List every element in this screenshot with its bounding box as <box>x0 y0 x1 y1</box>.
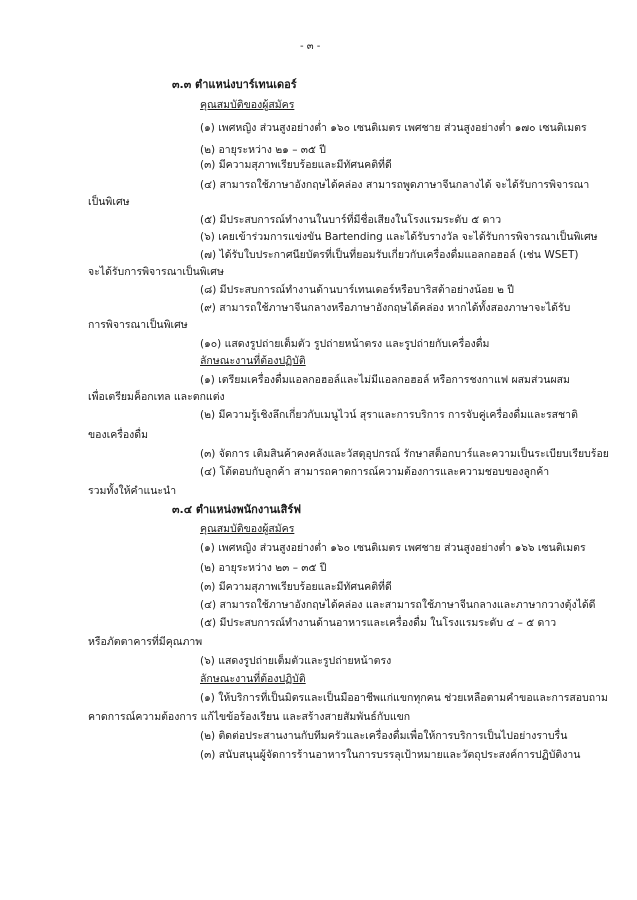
qualifications-title: คุณสมบัติของผู้สมัคร <box>200 99 295 111</box>
duty-item: (๒) มีความรู้เชิงลึกเกี่ยวกับเมนูไวน์ สุราและการบริการ การจับคู่เครื่องดื่มและรสชาติ <box>200 409 578 421</box>
page-number: - ๓ - <box>300 41 321 52</box>
section-heading-waiter: ๓.๔ ตำแหน่งพนักงานเสิร์ฟ <box>172 503 302 516</box>
duty-item-continued: เพื่อเตรียมค็อกเทล และตกแต่ง <box>88 391 225 403</box>
qualification-item: (๘) มีประสบการณ์ทำงานด้านบาร์เทนเดอร์หรือบาริสต้าอย่างน้อย ๒ ปี <box>200 284 514 296</box>
duty-item-continued: ของเครื่องดื่ม <box>88 429 149 441</box>
qualification-item-continued: เป็นพิเศษ <box>88 196 130 208</box>
qualification-item: (๒) อายุระหว่าง ๒๓ – ๓๕ ปี <box>200 562 327 574</box>
duties-title: ลักษณะงานที่ต้องปฏิบัติ <box>200 673 306 685</box>
duty-item: (๓) สนับสนุนผู้จัดการร้านอาหารในการบรรลุเป้าหมายและวัตถุประสงค์การปฏิบัติงาน <box>200 749 581 761</box>
qualification-item: (๙) สามารถใช้ภาษาจีนกลางหรือภาษาอังกฤษได้คล่อง หากได้ทั้งสองภาษาจะได้รับ <box>200 302 571 314</box>
qualification-item: (๑) เพศหญิง ส่วนสูงอย่างต่ำ ๑๖๐ เซนติเมตร เพศชาย ส่วนสูงอย่างต่ำ ๑๖๖ เซนติเมตร <box>200 542 586 554</box>
qualification-item: (๕) มีประสบการณ์ทำงานด้านอาหารและเครื่องดื่ม ในโรงแรมระดับ ๔ – ๕ ดาว <box>200 617 557 629</box>
qualification-item: (๗) ได้รับใบประกาศนียบัตรที่เป็นที่ยอมรับเกี่ยวกับเครื่องดื่มแอลกอฮอล์ (เช่น WSET) <box>200 249 579 261</box>
duty-item: (๒) ติดต่อประสานงานกับทีมครัวและเครื่องดื่มเพื่อให้การบริการเป็นไปอย่างราบรื่น <box>200 730 568 742</box>
qualification-item: (๖) แสดงรูปถ่ายเต็มตัวและรูปถ่ายหน้าตรง <box>200 655 392 667</box>
qualification-item: (๒) อายุระหว่าง ๒๑ – ๓๕ ปี <box>200 144 326 156</box>
qualification-item-continued: จะได้รับการพิจารณาเป็นพิเศษ <box>88 266 224 278</box>
qualification-item: (๑) เพศหญิง ส่วนสูงอย่างต่ำ ๑๖๐ เซนติเมตร เพศชาย ส่วนสูงอย่างต่ำ ๑๗๐ เซนติเมตร <box>200 122 587 134</box>
duty-item: (๑) ให้บริการที่เป็นมิตรและเป็นมืออาชีพแก่แขกทุกคน ช่วยเหลือตามคำขอและการสอบถาม <box>200 692 608 704</box>
section-heading-bartender: ๓.๓ ตำแหน่งบาร์เทนเดอร์ <box>172 78 297 91</box>
qualification-item: (๖) เคยเข้าร่วมการแข่งขัน Bartending และได้รับรางวัล จะได้รับการพิจารณาเป็นพิเศษ <box>200 231 598 243</box>
duty-item: (๓) จัดการ เติมสินค้าคงคลังและวัสดุอุปกรณ์ รักษาสต็อกบาร์และความเป็นระเบียบเรียบร้อย <box>200 448 609 460</box>
duties-title: ลักษณะงานที่ต้องปฏิบัติ <box>200 355 306 367</box>
qualification-item: (๕) มีประสบการณ์ทำงานในบาร์ที่มีชื่อเสียงในโรงแรมระดับ ๕ ดาว <box>200 214 502 226</box>
qualification-item-continued: หรือภัตตาคารที่มีคุณภาพ <box>88 636 203 648</box>
duty-item: (๑) เตรียมเครื่องดื่มแอลกอฮอล์และไม่มีแอลกอฮอล์ หรือการชงกาแฟ ผสมส่วนผสม <box>200 374 570 386</box>
qualification-item: (๑๐) แสดงรูปถ่ายเต็มตัว รูปถ่ายหน้าตรง และรูปถ่ายกับเครื่องดื่ม <box>200 338 490 350</box>
qualifications-title: คุณสมบัติของผู้สมัคร <box>200 523 295 535</box>
qualification-item: (๔) สามารถใช้ภาษาอังกฤษได้คล่อง สามารถพูดภาษาจีนกลางได้ จะได้รับการพิจารณา <box>200 179 590 191</box>
qualification-item: (๔) สามารถใช้ภาษาอังกฤษได้คล่อง และสามารถใช้ภาษาจีนกลางและภาษากวางตุ้งได้ดี <box>200 599 596 611</box>
duty-item-continued: รวมทั้งให้คำแนะนำ <box>88 485 177 497</box>
duty-item-continued: คาดการณ์ความต้องการ แก้ไขข้อร้องเรียน และสร้างสายสัมพันธ์กับแขก <box>88 711 411 723</box>
qualification-item-continued: การพิจารณาเป็นพิเศษ <box>88 319 188 331</box>
duty-item: (๔) โต้ตอบกับลูกค้า สามารถคาดการณ์ความต้องการและความชอบของลูกค้า <box>200 466 550 478</box>
qualification-item: (๓) มีความสุภาพเรียบร้อยและมีทัศนคติที่ดี <box>200 581 392 593</box>
qualification-item: (๓) มีความสุภาพเรียบร้อยและมีทัศนคติที่ดี <box>200 159 392 171</box>
